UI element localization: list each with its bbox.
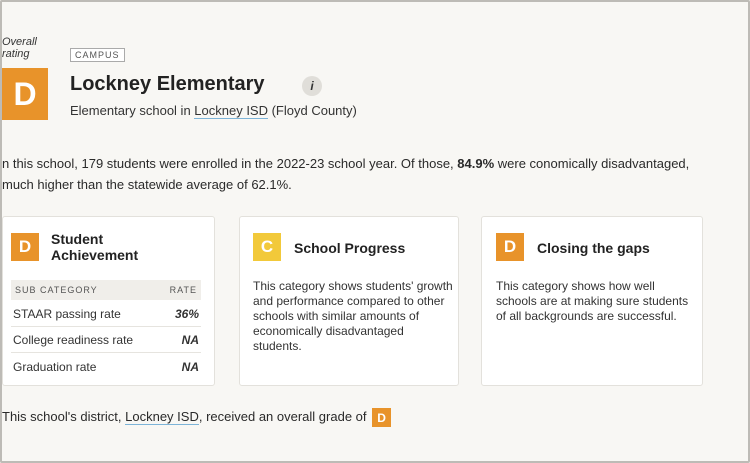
col-subcategory: SUB CATEGORY bbox=[15, 285, 98, 295]
gaps-title: Closing the gaps bbox=[537, 240, 650, 256]
district-grade-line bbox=[2, 408, 391, 427]
card-closing-gaps bbox=[481, 216, 703, 386]
enrollment-text-before: n this school, 179 students were enrolled in the 2022-23 school year. Of those, bbox=[2, 156, 458, 171]
col-rate: RATE bbox=[169, 285, 197, 295]
achievement-title: Student Achievement bbox=[51, 231, 139, 263]
table-row bbox=[11, 327, 201, 353]
gaps-description: This category shows how well schools are at making sure students of all backgrounds are successful. bbox=[496, 279, 689, 323]
district-line-prefix: This school's district, bbox=[2, 408, 126, 424]
enrollment-highlight: 84.9% bbox=[457, 156, 495, 171]
overall-grade-badge: D bbox=[2, 68, 48, 120]
row-rate: NA bbox=[181, 360, 199, 374]
gaps-grade-badge: D bbox=[496, 233, 524, 261]
desc-suffix: (Floyd County) bbox=[267, 103, 357, 118]
progress-title: School Progress bbox=[294, 240, 406, 256]
row-rate: 36% bbox=[174, 307, 199, 321]
achievement-grade-badge: D bbox=[11, 233, 39, 261]
row-rate: NA bbox=[181, 333, 199, 347]
overall-rating-label: Overall rating bbox=[2, 36, 37, 60]
subcategory-table-header bbox=[11, 280, 201, 300]
card-school-progress bbox=[239, 216, 459, 386]
district-link[interactable]: Lockney ISD bbox=[194, 103, 268, 118]
school-name: Lockney Elementary bbox=[70, 73, 265, 95]
enrollment-text-after: were conomically disadvantaged, much higher than the statewide average of 62.1%. bbox=[2, 156, 690, 192]
row-label: STAAR passing rate bbox=[13, 307, 121, 321]
row-label: Graduation rate bbox=[13, 360, 97, 374]
card-student-achievement bbox=[2, 216, 215, 386]
progress-grade-badge: C bbox=[253, 233, 281, 261]
district-line-suffix: , received an overall grade of bbox=[198, 408, 371, 424]
table-row bbox=[11, 354, 201, 380]
table-row bbox=[11, 301, 201, 327]
desc-prefix: Elementary school in bbox=[70, 103, 195, 118]
enrollment-summary bbox=[2, 153, 702, 195]
progress-description: This category shows students' growth and performance compared to other schools with similar amounts of economically disadvantaged students. bbox=[253, 279, 453, 353]
campus-tag: CAMPUS bbox=[70, 48, 125, 62]
info-icon[interactable]: i bbox=[302, 76, 322, 96]
row-label: College readiness rate bbox=[13, 333, 134, 347]
district-grade-badge: D bbox=[372, 408, 391, 427]
school-description bbox=[70, 103, 357, 118]
district-line-link[interactable]: Lockney ISD bbox=[125, 408, 199, 424]
